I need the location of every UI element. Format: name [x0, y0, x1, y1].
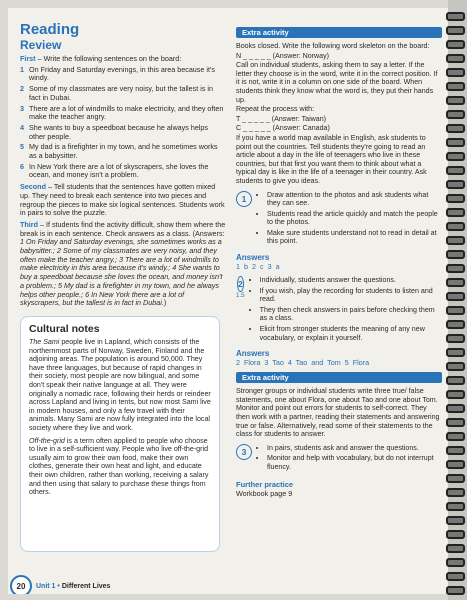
cultural-note-off-grid: Off-the-grid is a term often applied to people who choose to live in a self-sufficient way. People who live off-the-grid usually aim to grow their own food, make their own clothes, generate their own heat and light, and educate their own children, rather than working, receiving a salary and then using that salary to purchase these things from others. [29, 436, 209, 497]
page-footer [10, 575, 110, 594]
binding-ring [446, 180, 465, 189]
binding-ring [446, 376, 465, 385]
review-item: 3 There are a lot of windmills to make electricity, and they often make the teacher angry. [20, 103, 224, 122]
binding-ring [446, 348, 465, 357]
review-item: 4 She wants to buy a speedboat because he always helps other people. [20, 122, 209, 141]
step-number-icon: 3 [236, 444, 252, 460]
cultural-notes-box [20, 316, 220, 552]
binding-ring [446, 390, 465, 399]
binding-ring [446, 446, 465, 455]
cultural-notes-title: Cultural notes [29, 323, 100, 335]
binding-ring [446, 40, 465, 49]
answers-values: 1 b 2 c 3 a [236, 262, 280, 272]
step-bullet: • Monitor and help with vocabulary, but do not interrupt fluency. [267, 454, 442, 471]
unit-label: Unit 1 • Different Lives [36, 582, 111, 590]
section-title: Reading [20, 21, 80, 38]
further-practice-value: Workbook page 9 [236, 488, 293, 498]
step-2 [236, 276, 442, 344]
binding-ring [446, 460, 465, 469]
extra-activity-text: Stronger groups or individual students write three true/ false statements, one about Flora, one about Tao and one about Tom. Monitor and point out errors for students to self-correct. They then work with a partner, reading their statements and answering true or false. Alternatively, read some of their statements to the class for students to answer. [236, 387, 440, 439]
binding-ring [446, 264, 465, 273]
binding-ring [446, 474, 465, 483]
binding-ring [446, 222, 465, 231]
step-bullet: • Make sure students understand not to read in detail at this point. [267, 229, 442, 246]
answers-values: 2 Flora 3 Tao 4 Tao and Tom 5 Flora [236, 358, 370, 368]
review-item: 6 In New York there are a lot of skyscrapers, she loves the ocean, and money isn't a problem. [20, 161, 209, 180]
binding-ring [446, 362, 465, 371]
binding-ring [446, 516, 465, 525]
step-1 [236, 191, 442, 249]
binding-ring [446, 278, 465, 287]
extra-activity-header: Extra activity [236, 372, 442, 383]
cultural-note-sami: The Sami people live in Lapland, which consists of the northernmost parts of Norway, Sweden, Finland and the adjoining areas. The population is around 50,000. They have three languages, but because of rapid changes in their society, most people are now bilingual, and some don't speak their native language at all. They were originally a nomadic race, following their herds or reindeer across Lapland and living in tents, but now most Sami live in modern houses, and only a few travel with their animals. Many Sami are now fully integrated into the local society where they live and work. [29, 338, 211, 432]
binding-ring [446, 306, 465, 315]
step-bullet: • Students read the article quickly and match the people to the photos. [267, 210, 442, 227]
binding-ring [446, 404, 465, 413]
binding-ring [446, 320, 465, 329]
binding-ring [446, 292, 465, 301]
further-practice-heading: Further practice [236, 479, 294, 489]
binding-ring [446, 530, 465, 539]
binding-ring [446, 82, 465, 91]
review-item: 2 Some of my classmates are very noisy, but the tallest is in fact in Dubai. [20, 84, 214, 102]
section-subtitle: Review [20, 38, 62, 52]
page-number: 20 [10, 575, 32, 594]
first-instruction: First – Write the following sentences on the board: [20, 54, 182, 63]
binding-ring [446, 124, 465, 133]
step-number-icon: 1 [236, 191, 252, 207]
extra-activity-header: Extra activity [236, 27, 442, 38]
answers-heading: Answers [236, 253, 270, 263]
binding-ring [446, 110, 465, 119]
audio-track-label: 1.5 [236, 292, 245, 300]
binding-ring [446, 544, 465, 553]
spiral-binding [448, 0, 467, 600]
binding-ring [446, 488, 465, 497]
binding-ring [446, 194, 465, 203]
second-instruction: Second – Tell students that the sentences have gotten mixed up. They need to break each sentence into two pieces and regroup the pieces to make six logical sentences. Students work in pairs to solve the puzzle. [20, 182, 225, 218]
book-page [8, 8, 448, 594]
binding-ring [446, 558, 465, 567]
binding-ring [446, 54, 465, 63]
binding-ring [446, 68, 465, 77]
binding-ring [446, 250, 465, 259]
left-column [20, 22, 226, 308]
step-bullet: • Draw attention to the photos and ask students what they can see. [267, 191, 442, 208]
third-instruction: Third – If students find the activity difficult, show them where the break is in each sentence. Check answers as a class. (Answers: 1 On Friday and Saturday evenings, she sometimes works as a babysitter.; 2 Some of my classmates are very noisy, and they often make the teacher angry.; 3 There are a lot of windmills to make electricity in this area because it's windy.; 4 She wants to buy a speedboat because she loves the ocean, and money isn't a problem.; 5 My dad is a firefighter in my town, and he always helps other people.; 6 In New York there are a lot of skyscrapers, but the tallest is in fact in Dubai.) [20, 219, 226, 308]
binding-ring [446, 418, 465, 427]
binding-ring [446, 166, 465, 175]
step-3 [236, 444, 442, 474]
binding-ring [446, 236, 465, 245]
review-item: 5 My dad is a firefighter in my town, and he sometimes works as a babysitter. [20, 142, 218, 161]
step-bullet: • They then check answers in pairs before checking them as a class. [260, 306, 442, 323]
right-column [236, 22, 442, 498]
extra-activity-text: Books closed. Write the following word skeleton on the board: N _ _ _ _ _ (Answer: Norway) Call on individual students, asking them to say a letter. If the letter they choose is in the word, write it in the correct position. If it is not, write it in a column on one side of the board. When students think they know what the word is, they put their hands up. Repeat the process with: T _ _ _ _ _ (Answer: Taiwan) C _ _ _ _ _ (Answer: Canada) If you have a world map available in English, ask students to point out the countries. Tell students they're going to read an article about a day in the life of teenagers who live in these countries, but that first you want them to think about what a typical day is like in the life of a teenager in their country. Ask students to give you ideas. [236, 42, 438, 185]
step-bullet: • In pairs, students ask and answer the questions. [267, 444, 442, 453]
binding-ring [446, 334, 465, 343]
binding-ring [446, 96, 465, 105]
binding-ring [446, 502, 465, 511]
binding-ring [446, 432, 465, 441]
binding-ring [446, 586, 465, 595]
binding-ring [446, 152, 465, 161]
step-bullet: • If you wish, play the recording for students to listen and read. [260, 287, 442, 304]
step-bullet: • Individually, students answer the questions. [260, 276, 442, 285]
answers-heading: Answers [236, 349, 270, 359]
step-bullet: • Elicit from stronger students the meaning of any new vocabulary, or explain it yourself. [260, 325, 442, 342]
review-item: 1 On Friday and Saturday evenings, in this area because it's windy. [20, 64, 215, 83]
binding-ring [446, 572, 465, 581]
binding-ring [446, 12, 465, 21]
review-list [20, 66, 226, 180]
step-number-icon: 2 [237, 276, 244, 292]
binding-ring [446, 208, 465, 217]
binding-ring [446, 138, 465, 147]
binding-ring [446, 26, 465, 35]
